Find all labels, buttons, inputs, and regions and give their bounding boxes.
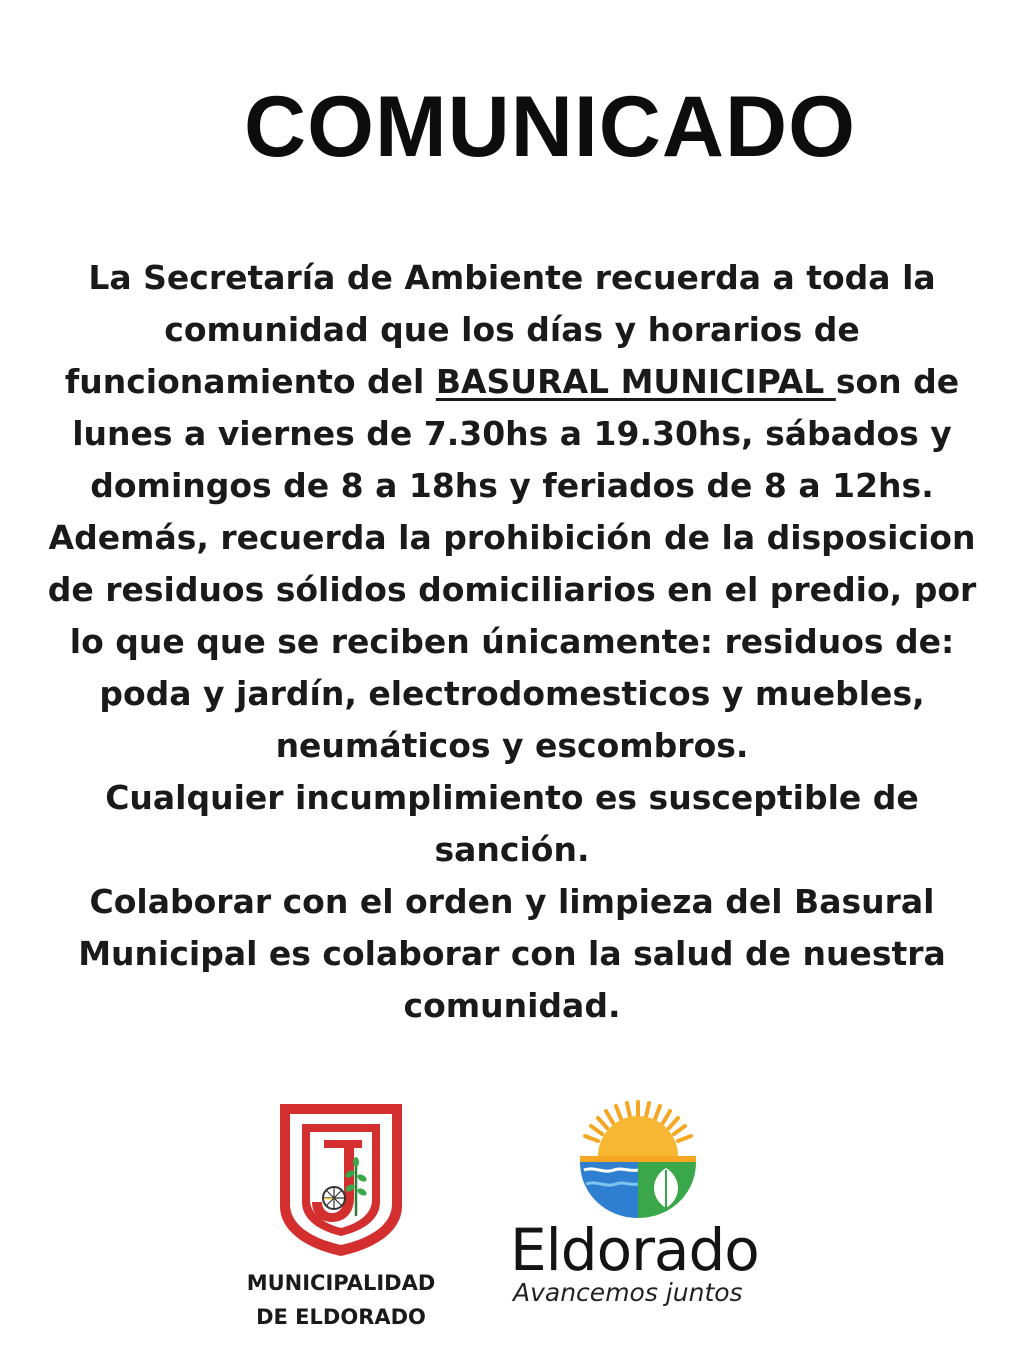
eldorado-wordmark: Eldorado: [510, 1216, 759, 1284]
municipalidad-line2: DE ELDORADO: [256, 1305, 426, 1329]
paragraph-collaborate: Colaborar con el orden y limpieza del Basural Municipal es colaborar con la salud de nuestra comunidad.: [78, 882, 946, 1025]
sun-water-leaf-icon: [576, 1098, 700, 1222]
page-title: COMUNICADO: [244, 79, 856, 175]
paragraph-prohibition: Además, recuerda la prohibición de la disposicion de residuos sólidos domiciliarios en el predio, por lo que que se reciben únicamente: residuos de: poda y jardín, electrodomesticos y muebles, neumáticos y escombros.: [47, 518, 977, 765]
paragraph-schedule: [40, 252, 984, 512]
municipalidad-logo: [236, 1098, 446, 1338]
announcement-body: [40, 252, 984, 1032]
eldorado-logo: [500, 1098, 800, 1318]
eldorado-tagline: Avancemos juntos: [513, 1278, 743, 1307]
schedule-hours: son de lunes a viernes de 7.30hs a 19.30hs, sábados y domingos de 8 a 18hs y feriados de 8 a 12hs.: [72, 362, 960, 505]
paragraph-sanction: Cualquier incumplimiento es susceptible de sanción.: [105, 778, 919, 869]
basural-municipal-underlined: BASURAL MUNICIPAL: [435, 362, 836, 401]
municipalidad-label: [236, 1266, 446, 1334]
schedule-intro: La Secretaría de Ambiente recuerda a toda la comunidad que los días y horarios de funcionamiento del: [64, 258, 936, 401]
municipal-shield-icon: [274, 1098, 408, 1260]
municipalidad-line1: MUNICIPALIDAD: [246, 1271, 436, 1295]
